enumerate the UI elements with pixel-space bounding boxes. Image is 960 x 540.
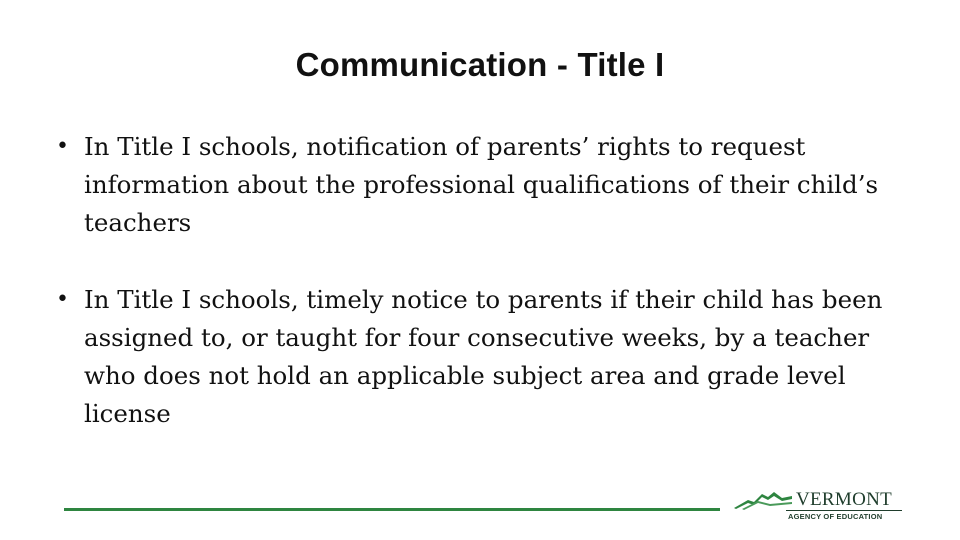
logo-name: VERMONT [796, 489, 893, 510]
bullet-marker: • [56, 287, 69, 312]
bullet-item [52, 281, 912, 433]
vermont-agency-logo [734, 486, 910, 526]
slide-title: Communication - Title I [295, 46, 665, 83]
mountain-logo-icon [734, 488, 792, 510]
bullet-text: In Title I schools, timely notice to parents if their child has been assigned to, or taught for four consecutive weeks, by a teacher who does not hold an applicable subject area and grade level license [84, 285, 883, 428]
bullet-item [52, 128, 912, 242]
bullet-marker: • [56, 134, 69, 159]
bullet-list [52, 128, 912, 472]
logo-subtitle: AGENCY OF EDUCATION [788, 512, 883, 521]
bullet-text: In Title I schools, notification of parents’ rights to request information about the professional qualifications of their child’s teachers [84, 132, 879, 237]
footer-divider [64, 508, 720, 511]
logo-rule [786, 510, 902, 511]
